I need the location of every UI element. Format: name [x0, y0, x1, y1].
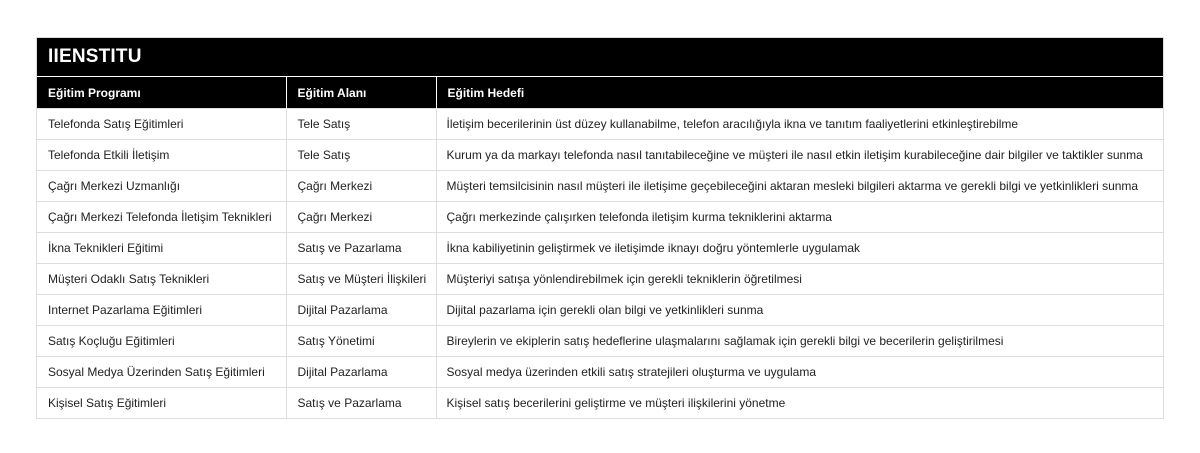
cell-goal: İletişim becerilerinin üst düzey kullanabilme, telefon aracılığıyla ikna ve tanıtım faaliyetlerini etkinleştirebilme	[436, 109, 1163, 140]
cell-area: Satış ve Pazarlama	[286, 233, 436, 264]
cell-program: İkna Teknikleri Eğitimi	[37, 233, 286, 264]
header-goal: Eğitim Hedefi	[436, 77, 1163, 109]
cell-area: Çağrı Merkezi	[286, 202, 436, 233]
cell-goal: Bireylerin ve ekiplerin satış hedeflerine ulaşmalarını sağlamak için gerekli bilgi ve becerilerin geliştirilmesi	[436, 326, 1163, 357]
header-area: Eğitim Alanı	[286, 77, 436, 109]
table-row	[37, 109, 1163, 140]
cell-area: Satış Yönetimi	[286, 326, 436, 357]
training-table	[37, 76, 1163, 418]
cell-area: Tele Satış	[286, 109, 436, 140]
cell-program: Müşteri Odaklı Satış Teknikleri	[37, 264, 286, 295]
cell-goal: Kurum ya da markayı telefonda nasıl tanıtabileceğine ve müşteri ile nasıl etkin iletişim kurabileceğine dair bilgiler ve taktikler sunma	[436, 140, 1163, 171]
cell-area: Tele Satış	[286, 140, 436, 171]
header-program: Eğitim Programı	[37, 77, 286, 109]
cell-goal: Sosyal medya üzerinden etkili satış stratejileri oluşturma ve uygulama	[436, 357, 1163, 388]
table-row	[37, 140, 1163, 171]
table-row	[37, 202, 1163, 233]
header-row	[37, 77, 1163, 109]
table-row	[37, 295, 1163, 326]
table-body	[37, 109, 1163, 419]
cell-program: Kişisel Satış Eğitimleri	[37, 388, 286, 419]
cell-area: Satış ve Pazarlama	[286, 388, 436, 419]
cell-area: Dijital Pazarlama	[286, 357, 436, 388]
table-header	[37, 77, 1163, 109]
cell-goal: Dijital pazarlama için gerekli olan bilgi ve yetkinlikleri sunma	[436, 295, 1163, 326]
cell-program: Telefonda Satış Eğitimleri	[37, 109, 286, 140]
table-row	[37, 171, 1163, 202]
cell-goal: Müşteriyi satışa yönlendirebilmek için gerekli tekniklerin öğretilmesi	[436, 264, 1163, 295]
cell-program: Çağrı Merkezi Telefonda İletişim Teknikleri	[37, 202, 286, 233]
cell-program: Sosyal Medya Üzerinden Satış Eğitimleri	[37, 357, 286, 388]
table-row	[37, 388, 1163, 419]
training-table-card	[36, 37, 1164, 419]
table-row	[37, 264, 1163, 295]
cell-area: Çağrı Merkezi	[286, 171, 436, 202]
cell-program: Çağrı Merkezi Uzmanlığı	[37, 171, 286, 202]
table-row	[37, 326, 1163, 357]
cell-program: Telefonda Etkili İletişim	[37, 140, 286, 171]
cell-goal: İkna kabiliyetinin geliştirmek ve iletişimde iknayı doğru yöntemlerle uygulamak	[436, 233, 1163, 264]
brand-title: IIENSTITU	[37, 38, 1163, 76]
cell-area: Satış ve Müşteri İlişkileri	[286, 264, 436, 295]
cell-goal: Çağrı merkezinde çalışırken telefonda iletişim kurma tekniklerini aktarma	[436, 202, 1163, 233]
cell-goal: Kişisel satış becerilerini geliştirme ve müşteri ilişkilerini yönetme	[436, 388, 1163, 419]
cell-program: Internet Pazarlama Eğitimleri	[37, 295, 286, 326]
cell-area: Dijital Pazarlama	[286, 295, 436, 326]
table-row	[37, 357, 1163, 388]
table-row	[37, 233, 1163, 264]
cell-goal: Müşteri temsilcisinin nasıl müşteri ile iletişime geçebileceğini aktaran mesleki bilgileri aktarma ve gerekli bilgi ve yetkinlikleri sunma	[436, 171, 1163, 202]
cell-program: Satış Koçluğu Eğitimleri	[37, 326, 286, 357]
